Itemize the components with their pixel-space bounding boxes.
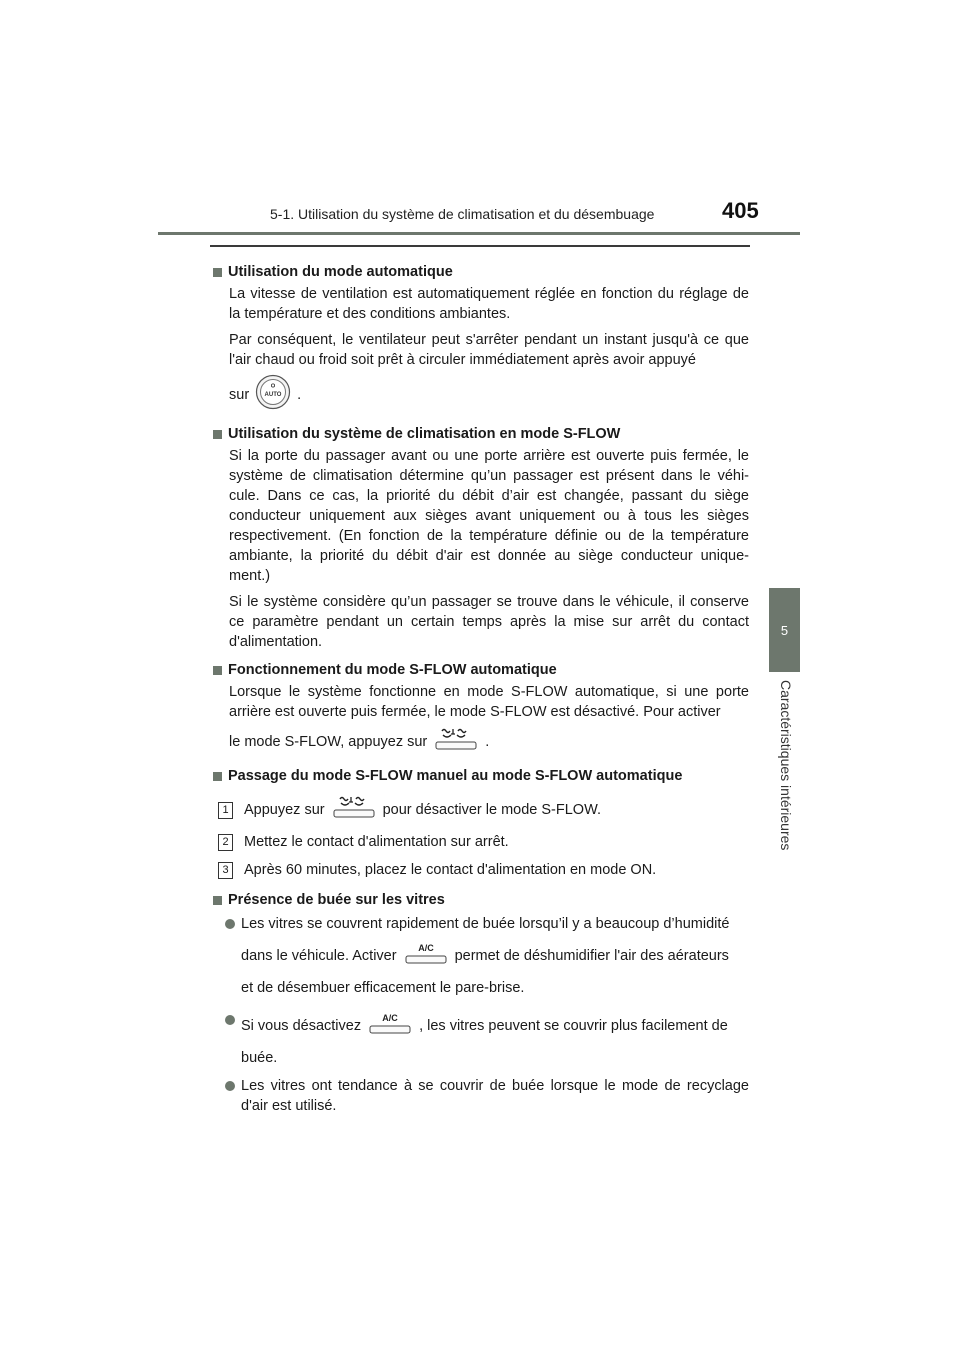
section-manual-to-auto <box>213 766 749 882</box>
bullet-text: permet de déshumidifier l'air des aérateurs <box>454 948 729 964</box>
paragraph: Si la porte du passager avant ou une porte arrière est ouverte puis fermée, le système de climatisation détermine qu’un passager est présent dans le véhi- cule. Dans ce cas, la priorité du débit d’air est changée, passant du siège conducteur uniquement aux sièges avant uniquement ou à tous les sièges respectivement. (En fonction de la température définie ou de la température ambiante, la priorité du débit d'air est donnée au siège conducteur unique- ment.) <box>229 448 749 584</box>
ac-button-icon <box>403 940 449 972</box>
paragraph: Par conséquent, le ventilateur peut s'arrêter pendant un instant jusqu'à ce que l'air chaud ou froid soit prêt à circuler immédiatement après avoir appuyé <box>229 332 749 368</box>
step-text: Mettez le contact d'alimentation sur arrêt. <box>244 834 509 850</box>
bullet-text: et de désembuer efficacement le pare-brise. <box>241 980 525 996</box>
ac-button-label: A/C <box>382 1013 398 1023</box>
step-item <box>218 858 749 882</box>
bullet-text: Les vitres ont tendance à se couvrir de buée lorsque le mode de recyclage d'air est utilisé. <box>241 1078 749 1114</box>
chapter-tab <box>769 588 800 672</box>
paragraph-continuation: le mode S-FLOW, appuyez sur <box>229 734 428 750</box>
content-top-rule <box>210 245 750 247</box>
ac-button-icon <box>367 1010 413 1042</box>
bullet-text: , les vitres peuvent se couvrir plus facilement de <box>419 1018 728 1034</box>
bullet-text: buée. <box>241 1050 278 1066</box>
paragraph: La vitesse de ventilation est automatiquement réglée en fonction du réglage de la température et des conditions ambiantes. <box>229 286 749 322</box>
section-marker-icon <box>213 666 222 675</box>
sflow-button-icon <box>433 726 479 758</box>
step-text: Après 60 minutes, placez le contact d'alimentation en mode ON. <box>244 862 657 878</box>
sflow-button-icon <box>331 794 377 826</box>
bullet-text: Les vitres se couvrent rapidement de buée lorsqu’il y a beaucoup d’humidité <box>241 916 730 932</box>
section-title: Fonctionnement du mode S-FLOW automatique <box>228 662 557 678</box>
section-fog <box>213 890 749 1116</box>
section-auto-mode <box>213 262 749 416</box>
section-title: Utilisation du mode automatique <box>228 264 453 280</box>
paragraph: Lorsque le système fonctionne en mode S-FLOW automatique, si une porte arrière est ouverte puis fermée, le mode S-FLOW est désactivé. Pour activer <box>229 684 749 720</box>
section-title: Passage du mode S-FLOW manuel au mode S-FLOW automatique <box>228 768 683 784</box>
bullet-dot-icon <box>225 919 235 929</box>
bullet-dot-icon <box>225 1081 235 1091</box>
page-number: 405 <box>722 198 759 223</box>
step-text: Appuyez sur <box>244 802 325 818</box>
step-text: pour désactiver le mode S-FLOW. <box>382 802 602 818</box>
section-marker-icon <box>213 772 222 781</box>
bullet-text: dans le véhicule. Activer <box>241 948 397 964</box>
step-number: 2 <box>218 834 233 851</box>
paragraph-end: . <box>485 734 490 750</box>
page-content <box>213 262 749 1124</box>
section-marker-icon <box>213 430 222 439</box>
section-marker-icon <box>213 268 222 277</box>
section-sflow-auto <box>213 660 749 758</box>
chapter-tab-label: Caractéristiques intérieures <box>778 680 794 851</box>
section-marker-icon <box>213 896 222 905</box>
paragraph-continuation: sur <box>229 387 250 403</box>
auto-button-icon <box>255 374 291 416</box>
chapter-tab-number: 5 <box>780 622 789 638</box>
step-item <box>218 830 749 854</box>
bullet-dot-icon <box>225 1015 235 1025</box>
bullet-item <box>225 914 749 998</box>
ac-button-label: A/C <box>417 943 434 953</box>
step-number: 3 <box>218 862 233 879</box>
section-title: Utilisation du système de climatisation en mode S-FLOW <box>228 426 621 442</box>
step-item <box>218 794 749 826</box>
bullet-item <box>225 1076 749 1116</box>
section-title: Présence de buée sur les vitres <box>228 892 445 908</box>
auto-button-label: AUTO <box>264 392 282 398</box>
paragraph: Si le système considère qu’un passager se trouve dans le véhicule, il conserve ce paramètre pendant un certain temps après la mise sur arrêt du contact d'alimentation. <box>229 594 749 650</box>
bullet-text: Si vous désactivez <box>241 1018 362 1034</box>
chapter-title: 5-1. Utilisation du système de climatisation et du désembuage <box>270 206 655 222</box>
bullet-item <box>225 1010 749 1068</box>
header-rule <box>158 232 800 235</box>
step-number: 1 <box>218 802 233 819</box>
paragraph-end: . <box>297 387 302 403</box>
section-sflow-use <box>213 424 749 652</box>
